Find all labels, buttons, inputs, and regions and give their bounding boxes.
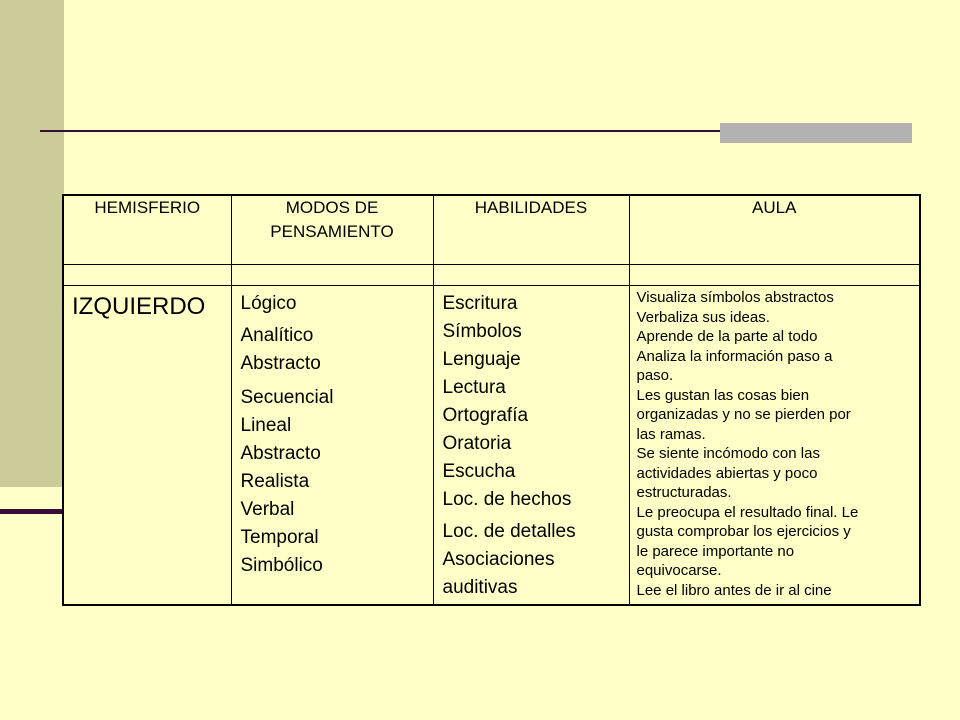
- aula-line: equivocarse.: [636, 562, 722, 579]
- header-habilidades: HABILIDADES: [433, 195, 629, 265]
- modo-item: Secuencial: [240, 387, 334, 408]
- aula-line: Lee el libro antes de ir al cine: [636, 581, 832, 599]
- aula-line: paso.: [636, 367, 674, 384]
- habilidad-item: Escritura: [442, 293, 518, 314]
- habilidad-item: Símbolos: [442, 321, 522, 342]
- aula-line: le parece importante no: [636, 542, 795, 560]
- habilidad-item: Escucha: [442, 461, 516, 482]
- aula-line: Le preocupa el resultado final. Le: [636, 503, 859, 521]
- habilidad-item: Loc. de detalles: [442, 521, 576, 542]
- aula-cell: [629, 286, 920, 606]
- header-aula: AULA: [629, 195, 920, 265]
- body-row: [63, 286, 920, 606]
- title-rule-accent: [720, 123, 912, 143]
- aula-line: Se siente incómodo con las: [636, 445, 820, 462]
- spacer-cell: [231, 265, 433, 286]
- aula-line: gusta comprobar los ejercicios y: [636, 523, 851, 540]
- modo-item: Temporal: [240, 527, 319, 548]
- hemisphere-label: IZQUIERDO: [63, 286, 231, 606]
- spacer-cell: [433, 265, 629, 286]
- side-accent-line: [0, 509, 64, 514]
- habilidad-item: Ortografía: [442, 405, 529, 426]
- habilidad-item: Asociaciones: [442, 549, 555, 570]
- aula-line: Visualiza símbolos abstractos: [636, 289, 834, 306]
- modo-item: Lógico: [240, 293, 297, 314]
- side-decor-bar: [0, 0, 64, 487]
- habilidad-item: Lenguaje: [442, 349, 521, 370]
- aula-line: Les gustan las cosas bien: [636, 386, 810, 404]
- modos-cell: [231, 286, 433, 606]
- habilidad-item: auditivas: [442, 577, 518, 598]
- hemisphere-table: [62, 194, 921, 606]
- modo-item: Simbólico: [240, 555, 323, 576]
- habilidades-cell: [433, 286, 629, 606]
- header-hemisferio: HEMISFERIO: [63, 195, 231, 265]
- aula-line: Verbaliza sus ideas.: [636, 308, 770, 326]
- habilidad-item: Oratoria: [442, 433, 512, 454]
- modo-item: Analítico: [240, 325, 314, 346]
- aula-line: estructuradas.: [636, 484, 732, 501]
- spacer-row: [63, 265, 920, 286]
- aula-line: organizadas y no se pierden por: [636, 406, 851, 423]
- modo-item: Abstracto: [240, 443, 321, 464]
- habilidad-item: Lectura: [442, 377, 506, 398]
- habilidad-item: Loc. de hechos: [442, 489, 572, 510]
- aula-line: Analiza la información paso a: [636, 347, 833, 365]
- aula-line: Aprende de la parte al todo: [636, 328, 818, 345]
- modo-item: Verbal: [240, 499, 295, 520]
- header-modos: MODOS DE PENSAMIENTO: [231, 195, 433, 265]
- spacer-cell: [63, 265, 231, 286]
- modo-item: Abstracto: [240, 353, 321, 374]
- aula-line: actividades abiertas y poco: [636, 464, 818, 482]
- modo-item: Lineal: [240, 415, 292, 436]
- spacer-cell: [629, 265, 920, 286]
- modo-item: Realista: [240, 471, 310, 492]
- header-row: [63, 195, 920, 265]
- aula-line: las ramas.: [636, 425, 706, 443]
